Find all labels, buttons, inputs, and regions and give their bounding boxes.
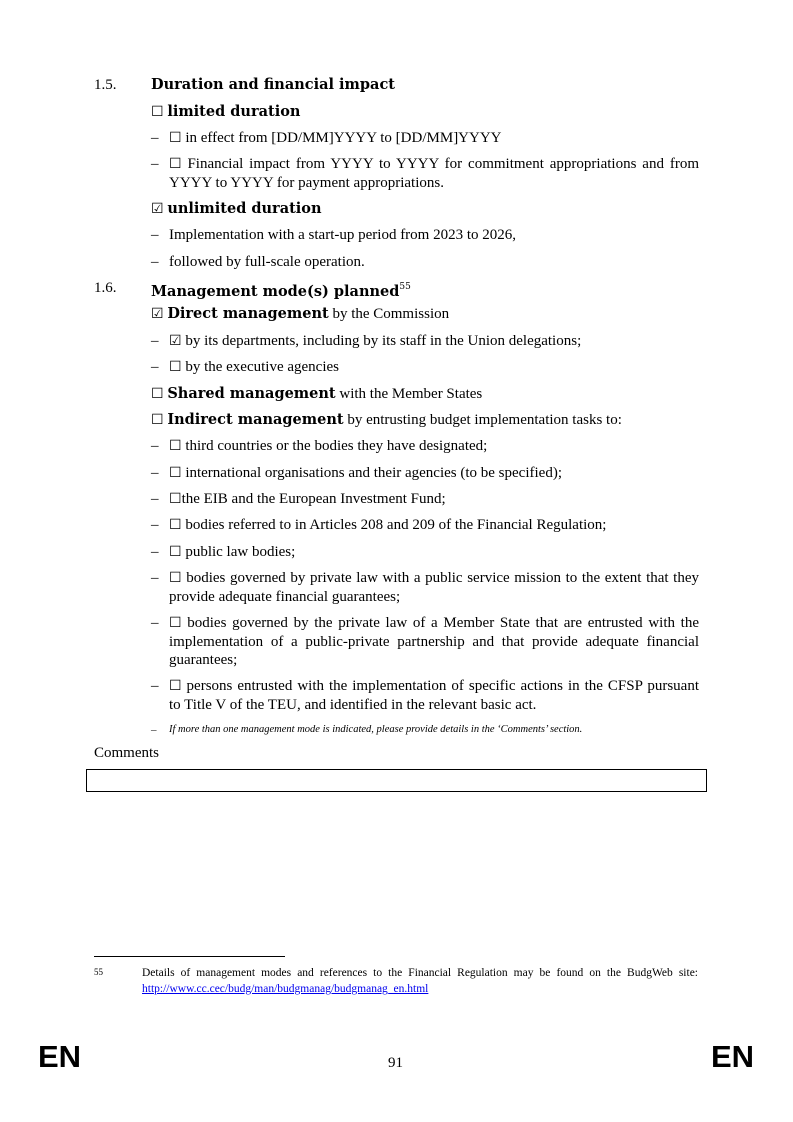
language-code-left: EN xyxy=(38,1039,82,1074)
dash: – xyxy=(151,156,159,172)
dash: – xyxy=(151,254,159,270)
checkbox-checked[interactable]: ☑ xyxy=(151,306,164,322)
list-item-text: persons entrusted with the implementation of specific actions in the CFSP pursuant to Title V of the TEU, and identified in the relevant basic act. xyxy=(169,678,700,713)
checkbox-unchecked[interactable]: ☐ xyxy=(151,104,164,120)
list-item-text: by its departments, including by its staff in the Union delegations; xyxy=(185,333,582,349)
dash: – xyxy=(151,333,159,349)
checkbox-unchecked[interactable]: ☐ xyxy=(169,517,182,533)
list-item xyxy=(169,490,699,509)
list-item-text: by the executive agencies xyxy=(185,359,339,375)
option-label: Indirect management xyxy=(167,411,344,428)
list-item xyxy=(169,332,699,351)
option-unlimited-duration xyxy=(151,200,699,219)
list-item xyxy=(169,543,699,562)
dash: – xyxy=(151,130,159,146)
dash: – xyxy=(151,517,159,533)
option-label: limited duration xyxy=(167,103,301,120)
option-limited-duration xyxy=(151,103,699,122)
footnote-separator xyxy=(94,956,285,957)
list-item xyxy=(169,464,699,483)
list-item-text: Financial impact from YYYY to YYYY for commitment appropriations and from YYYY to YYYY for payment appropriations. xyxy=(169,156,699,191)
checkbox-unchecked[interactable]: ☐ xyxy=(169,130,182,146)
dash: – xyxy=(151,678,159,694)
list-item-text: third countries or the bodies they have designated; xyxy=(185,438,488,454)
section-number-1-6: 1.6. xyxy=(94,280,117,296)
checkbox-unchecked[interactable]: ☐ xyxy=(169,491,182,507)
option-label: Shared management xyxy=(167,385,336,402)
option-rest: by entrusting budget implementation tasks to: xyxy=(347,412,622,428)
list-item xyxy=(169,437,699,456)
list-item xyxy=(169,516,699,535)
footnote-body: Details of management modes and references to the Financial Regulation may be found on the BudgWeb site: xyxy=(142,967,698,979)
checkbox-unchecked[interactable]: ☐ xyxy=(169,544,182,560)
checkbox-unchecked[interactable]: ☐ xyxy=(169,156,182,172)
list-item-text: bodies referred to in Articles 208 and 209 of the Financial Regulation; xyxy=(185,517,607,533)
comments-box[interactable] xyxy=(86,769,707,792)
dash: – xyxy=(151,227,159,243)
option-label: unlimited duration xyxy=(167,200,322,217)
list-item xyxy=(169,155,699,192)
list-item xyxy=(169,569,699,606)
checkbox-checked[interactable]: ☑ xyxy=(169,333,182,349)
footnote-text xyxy=(142,965,698,997)
checkbox-unchecked[interactable]: ☐ xyxy=(169,359,182,375)
list-item xyxy=(169,129,699,148)
page-number: 91 xyxy=(388,1055,403,1071)
checkbox-unchecked[interactable]: ☐ xyxy=(169,465,182,481)
section-title-management xyxy=(151,279,411,301)
checkbox-unchecked[interactable]: ☐ xyxy=(169,438,182,454)
option-indirect-management xyxy=(151,411,699,430)
list-item xyxy=(169,677,699,714)
option-rest: with the Member States xyxy=(339,386,483,402)
footnote-number: 55 xyxy=(94,967,103,977)
list-item-text: Implementation with a start-up period from 2023 to 2026, xyxy=(169,227,517,243)
option-shared-management xyxy=(151,385,699,404)
footnote-reference[interactable]: 55 xyxy=(399,282,411,292)
list-item-text: followed by full-scale operation. xyxy=(169,254,365,270)
option-label: Direct management xyxy=(167,305,329,322)
footnote-link[interactable]: http://www.cc.cec/budg/man/budgmanag/budgmanag_en.html xyxy=(142,983,429,995)
checkbox-unchecked[interactable]: ☐ xyxy=(169,615,182,631)
option-rest: by the Commission xyxy=(332,306,450,322)
dash: – xyxy=(151,438,159,454)
list-item-text: bodies governed by the private law of a Member State that are entrusted with the implementation of a public-private partnership and that provide adequate financial guarantees; xyxy=(169,615,700,668)
dash: – xyxy=(151,615,159,631)
option-direct-management xyxy=(151,305,699,324)
list-item xyxy=(169,614,699,670)
checkbox-unchecked[interactable]: ☐ xyxy=(151,386,164,402)
checkbox-unchecked[interactable]: ☐ xyxy=(169,678,182,694)
checkbox-checked[interactable]: ☑ xyxy=(151,201,164,217)
dash: – xyxy=(151,724,157,736)
list-item-text: public law bodies; xyxy=(185,544,296,560)
dash: – xyxy=(151,570,159,586)
section-title-text: Management mode(s) planned xyxy=(151,282,400,300)
dash: – xyxy=(151,544,159,560)
list-item-text: the EIB and the European Investment Fund; xyxy=(181,491,446,507)
list-item-text: in effect from [DD/MM]YYYY to [DD/MM]YYYY xyxy=(185,130,502,146)
section-title-duration: Duration and financial impact xyxy=(151,76,395,93)
dash: – xyxy=(151,465,159,481)
comments-label: Comments xyxy=(94,745,160,761)
language-code-right: EN xyxy=(711,1039,755,1074)
dash: – xyxy=(151,491,159,507)
section-number-1-5: 1.5. xyxy=(94,77,117,93)
checkbox-unchecked[interactable]: ☐ xyxy=(151,412,164,428)
note-text: If more than one management mode is indicated, please provide details in the ‘Comments’ section. xyxy=(169,724,583,735)
list-item-text: bodies governed by private law with a public service mission to the extent that they provide adequate financial guarantees; xyxy=(169,570,699,605)
dash: – xyxy=(151,359,159,375)
checkbox-unchecked[interactable]: ☐ xyxy=(169,570,182,586)
list-item xyxy=(169,358,699,377)
list-item-text: international organisations and their agencies (to be specified); xyxy=(185,465,562,481)
